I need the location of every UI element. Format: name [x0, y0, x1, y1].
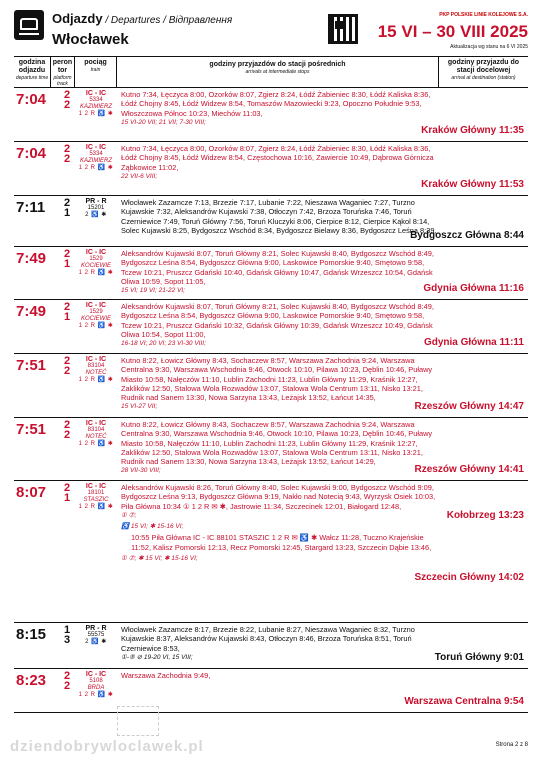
table-header — [14, 56, 528, 88]
page-number: Strona 2 z 8 — [495, 742, 528, 748]
destination: Kraków Główny 11:35 — [421, 125, 524, 136]
header — [14, 10, 528, 56]
running-days: 16-18 VI; 20 VI; 23 VI-30 VIII; — [121, 340, 206, 348]
train-info — [75, 249, 117, 277]
train-name: KAZIMIERZ — [79, 104, 112, 110]
table-row — [14, 622, 528, 669]
intermediate-stops — [121, 144, 439, 181]
destination: Rzeszów Główny 14:47 — [414, 401, 524, 412]
amenity-icons: 1 2 R ♿ ✱ — [78, 377, 114, 383]
table-row — [14, 87, 528, 142]
table-row — [14, 299, 528, 354]
train-name: KOCIEWIE — [80, 263, 111, 269]
col-stops: godziny przyjazdów do stacji pośrednich arrivals at intermediate stops — [117, 57, 439, 87]
platform-track: 2 2 — [63, 355, 71, 377]
departure-time: 7:11 — [16, 199, 46, 216]
intermediate-stops — [121, 249, 439, 295]
train-number: 83104 — [87, 363, 105, 369]
table-row — [14, 353, 528, 418]
connection-note: ① ⑦; ✱ 15 VI; ✱ 15-16 VI; — [121, 555, 198, 563]
stops-text: Aleksandrów Kujawski 8:07, Toruń Główny 8:21, Solec Kujawski 8:40, Bydgoszcz Wschód 8:49, Bydgoszcz Leśna 8:54, Bydgoszcz Główna 9:00, Laskowice Pomorskie 9:40, Smętowo 9:58, Tczew 10:21, Pruszcz Gdański 10:40, Gdańsk Główny 10:47, Gdańsk Wrzeszcz 10:54, Gdańsk Oliwa 10:59, Sopot 11:05, — [121, 249, 434, 286]
stops-text: Warszawa Zachodnia 9:49, — [121, 671, 211, 680]
watermark: dziendobrywloclawek.pl — [10, 738, 204, 755]
intermediate-stops — [121, 420, 439, 476]
departure-time: 7:49 — [16, 303, 47, 320]
table-row — [14, 480, 528, 623]
train-info — [75, 144, 117, 172]
departure-time: 7:51 — [16, 357, 47, 374]
train-info — [75, 302, 117, 330]
train-info — [75, 198, 117, 219]
running-days: 22 VII-6 VIII; — [121, 172, 158, 180]
train-category: IC - IC — [85, 302, 107, 309]
train-name: BRDA — [87, 685, 105, 691]
train-category: IC - IC — [85, 249, 107, 256]
carrier-logo: PKP POLSKIE LINIE KOLEJOWE S.A. — [439, 12, 528, 18]
train-name: KOCIEWIE — [80, 316, 111, 322]
train-number: 5334 — [89, 97, 103, 103]
train-info — [75, 90, 117, 118]
departure-time: 8:07 — [16, 484, 47, 501]
train-info — [75, 625, 117, 646]
table-row — [14, 668, 528, 713]
platform-track: 2 2 — [63, 143, 71, 165]
train-name: NOTEĆ — [85, 370, 107, 376]
train-name: KAZIMIERZ — [79, 158, 112, 164]
train-number: 15201 — [87, 205, 105, 211]
connection-destination: Szczecin Główny 14:02 — [414, 572, 524, 583]
stops-text: Włocławek Zazamcze 8:17, Brzezie 8:22, Lubanie 8:27, Nieszawa Waganiec 8:32, Turzno Kujawskie 8:37, Aleksandrów Kujawski 8:43, Otłoczyn 8:46, Brzoza Toruńska 8:51, Toruń Czerniewice 8:53, — [121, 625, 415, 653]
platform-track: 2 1 — [63, 248, 71, 270]
train-category: IC - IC — [85, 356, 107, 363]
intermediate-stops — [121, 302, 439, 348]
stamp-mark — [117, 706, 159, 736]
stops-text: Włocławek Zazamcze 7:13, Brzezie 7:17, Lubanie 7:22, Nieszawa Waganiec 7:27, Turzno Kujawskie 7:32, Aleksandrów Kujawski 7:38, Otłoczyn 7:42, Brzoza Toruńska 7:46, Toruń Czerniewice 7:49, Toruń Główny 7:56, Toruń Kluczyki 8:06, Cierpice 8:12, Cierpice Kąkol 8:14, Solec Kujawski 8:25, Bydgoszcz Wschód 8:34, Bydgoszcz Bielawy 8:36, Bydgoszcz Leśna 8:39, — [121, 198, 437, 235]
col-destination: godziny przyjazdu do stacji docelowej arrival at destination (station) — [447, 59, 520, 81]
intermediate-stops — [121, 90, 439, 127]
platform-track: 2 2 — [63, 89, 71, 111]
train-category: IC - IC — [85, 90, 107, 97]
amenity-icons: 2 ♿ ✱ — [85, 212, 107, 218]
validity-period: 15 VI – 30 VIII 2025 — [377, 22, 528, 41]
running-days: 15 VI; 19 VI; 21-22 VI; — [121, 287, 185, 295]
departure-time: 7:04 — [16, 145, 47, 162]
train-info — [75, 483, 117, 511]
platform-track: 1 3 — [63, 624, 71, 646]
stops-text: Aleksandrów Kujawski 8:07, Toruń Główny 8:21, Solec Kujawski 8:40, Bydgoszcz Wschód 8:49, Bydgoszcz Leśna 8:54, Bydgoszcz Główna 9:00, Laskowice Pomorskie 9:40, Smętowo 9:58, Tczew 10:21, Pruszcz Gdański 10:32, Gdańsk Główny 10:39, Gdańsk Wrzeszcz 10:49, Gdańsk Oliwa 10:54, Sopot 11:00, — [121, 302, 434, 339]
train-number: 5108 — [89, 678, 103, 684]
amenity-icons: 1 2 R ♿ ✱ — [78, 111, 114, 117]
amenity-icons: 1 2 R ♿ ✱ — [78, 323, 114, 329]
train-category: IC - IC — [85, 420, 107, 427]
train-info — [75, 356, 117, 384]
stops-text: Kutno 8:22, Łowicz Główny 8:43, Sochaczew 8:57, Warszawa Zachodnia 9:24, Warszawa Centralna 9:30, Warszawa Wschodnia 9:46, Otwock 10:10, Pilawa 10:23, Dęblin 10:46, Puławy Miasto 10:58, Nałęczów 11:10, Lublin Zachodni 11:23, Lublin Główny 11:29, Kraśnik 12:27, Zaklików 12:50, Stalowa Wola Rozwadów 13:07, Stalowa Wola Centrum 13:11, Nisko 13:21, Rudnik nad Sanem 13:30, Nowa Sarzyna 13:43, Leżajsk 13:52, Łańcut 14:29, — [121, 420, 433, 467]
departure-time: 7:49 — [16, 250, 47, 267]
qr-code-icon — [328, 14, 358, 44]
platform-track: 2 1 — [63, 301, 71, 323]
train-number: 55575 — [87, 632, 105, 638]
running-days: 15 VI-27 VII; — [121, 403, 158, 411]
destination: Gdynia Główna 11:11 — [423, 337, 524, 348]
train-name: STASZIC — [83, 497, 109, 503]
destination: Gdynia Główna 11:16 — [423, 283, 524, 294]
train-number: 5334 — [89, 151, 103, 157]
col-train: pociąg train — [75, 57, 117, 87]
table-row — [14, 141, 528, 196]
destination: Kraków Główny 11:53 — [421, 179, 524, 190]
sub-note: ♿ 15 VI; ✱ 15-16 VI; — [121, 523, 184, 531]
running-days: 28 VII-30 VIII; — [121, 467, 161, 475]
col-time: godzina odjazdu departure time — [14, 57, 51, 87]
stops-text: Kutno 7:34, Łęczyca 8:00, Ozorków 8:07, Zgierz 8:24, Łódź Żabieniec 8:30, Łódź Kaliska 8:36, Łódź Chojny 8:45, Łódź Widzew 8:54, Tomaszów Mazowiecki 9:23, Opoczno Południe 9:53, Włoszczowa Północ 10:23, Miechów 11:03, — [121, 90, 431, 118]
intermediate-stops — [121, 356, 439, 412]
running-days: 15 VI-20 VII; 21 VII; 7-30 VIII; — [121, 118, 206, 126]
train-name: NOTEĆ — [85, 434, 107, 440]
page-title: Odjazdy / Departures / Відправлення — [52, 11, 233, 26]
stops-text: Kutno 7:34, Łęczyca 8:00, Ozorków 8:07, Zgierz 8:24, Łódź Żabieniec 8:30, Łódź Kaliska 8:36, Łódź Chojny 8:45, Łódź Widzew 8:54, Częstochowa 10:16, Zawiercie 10:49, Dąbrowa Górnicza Ząbkowice 11:02, — [121, 144, 434, 172]
intermediate-stops — [121, 671, 439, 680]
intermediate-stops — [121, 198, 439, 235]
amenity-icons: 2 ♿ ✱ — [85, 639, 107, 645]
platform-track: 2 2 — [63, 419, 71, 441]
amenity-icons: 1 2 R ♿ ✱ — [78, 441, 114, 447]
intermediate-stops — [121, 483, 439, 563]
stops-text: Kutno 8:22, Łowicz Główny 8:43, Sochaczew 8:57, Warszawa Zachodnia 9:24, Warszawa Centralna 9:30, Warszawa Wschodnia 9:46, Otwock 10:10, Pilawa 10:23, Dęblin 10:46, Puławy Miasto 10:58, Nałęczów 11:10, Lublin Zachodni 11:23, Lublin Główny 11:29, Kraśnik 12:27, Zaklików 12:50, Stalowa Wola Rozwadów 13:07, Stalowa Wola Centrum 13:11, Nisko 13:21, Rudnik nad Sanem 13:30, Nowa Sarzyna 13:43, Leżajsk 13:52, Łańcut 14:35, — [121, 356, 433, 403]
train-number: 1529 — [89, 309, 103, 315]
train-category: IC - IC — [85, 483, 107, 490]
train-info — [75, 671, 117, 699]
train-number: 1529 — [89, 256, 103, 262]
departure-time: 8:15 — [16, 626, 47, 643]
amenity-icons: 1 2 R ♿ ✱ — [78, 165, 114, 171]
table-row — [14, 417, 528, 481]
destination: Rzeszów Główny 14:41 — [414, 464, 524, 475]
station-name: Włocławek — [52, 31, 129, 48]
connection-stops: 10:55 Piła Główna IC - IC 88101 STASZIC 1 2 R ✉ ♿ ✱ Wałcz 11:28, Tuczno Krajeńskie 11:52, Kalisz Pomorski 12:13, Recz Pomorski 12:45, Stargard 13:23, Szczecin Dąbie 13:46, — [131, 533, 432, 552]
train-info — [75, 420, 117, 448]
departure-time: 8:23 — [16, 672, 47, 689]
running-days: ①-⑤ ⊘ 19-20 VI, 15 VIII; — [121, 653, 193, 661]
table-row — [14, 195, 528, 247]
table-row — [14, 246, 528, 300]
amenity-icons: 1 2 R ♿ ✱ — [78, 270, 114, 276]
train-category: IC - IC — [85, 671, 107, 678]
train-category: PR - R — [85, 198, 107, 205]
amenity-icons: 1 2 R ♿ ✱ — [78, 504, 114, 510]
train-category: IC - IC — [85, 144, 107, 151]
running-days: ① ⑦; — [121, 511, 137, 519]
train-logo-icon — [14, 10, 44, 40]
destination: Warszawa Centralna 9:54 — [404, 696, 524, 707]
train-number: 83104 — [87, 427, 105, 433]
platform-track: 2 2 — [63, 670, 71, 692]
platform-track: 2 1 — [63, 197, 71, 219]
train-category: PR - R — [85, 625, 107, 632]
destination: Kołobrzeg 13:23 — [446, 510, 524, 521]
col-platform: peron tor platform track — [51, 57, 75, 87]
amenity-icons: 1 2 R ♿ ✱ — [78, 692, 114, 698]
destination: Toruń Główny 9:01 — [434, 652, 524, 663]
platform-track: 2 1 — [63, 482, 71, 504]
update-note: Aktualizacja wg stanu na 6 VI 2025 — [450, 44, 528, 50]
departure-time: 7:51 — [16, 421, 47, 438]
destination: Bydgoszcz Główna 8:44 — [410, 230, 524, 241]
train-number: 18101 — [87, 490, 105, 496]
departure-time: 7:04 — [16, 91, 47, 108]
stops-text: Aleksandrów Kujawski 8:26, Toruń Główny 8:40, Solec Kujawski 9:00, Bydgoszcz Wschód 9:09, Bydgoszcz Leśna 9:13, Bydgoszcz Główna 9:19, Nakło nad Notecią 9:43, Wyrzysk Osiek 10:03, Piła Główna 10:34 ① 1 2 R ✉ ✱, Jastrowie 11:34, Szczecinek 12:01, Białogard 12:48, — [121, 483, 436, 511]
intermediate-stops — [121, 625, 439, 662]
